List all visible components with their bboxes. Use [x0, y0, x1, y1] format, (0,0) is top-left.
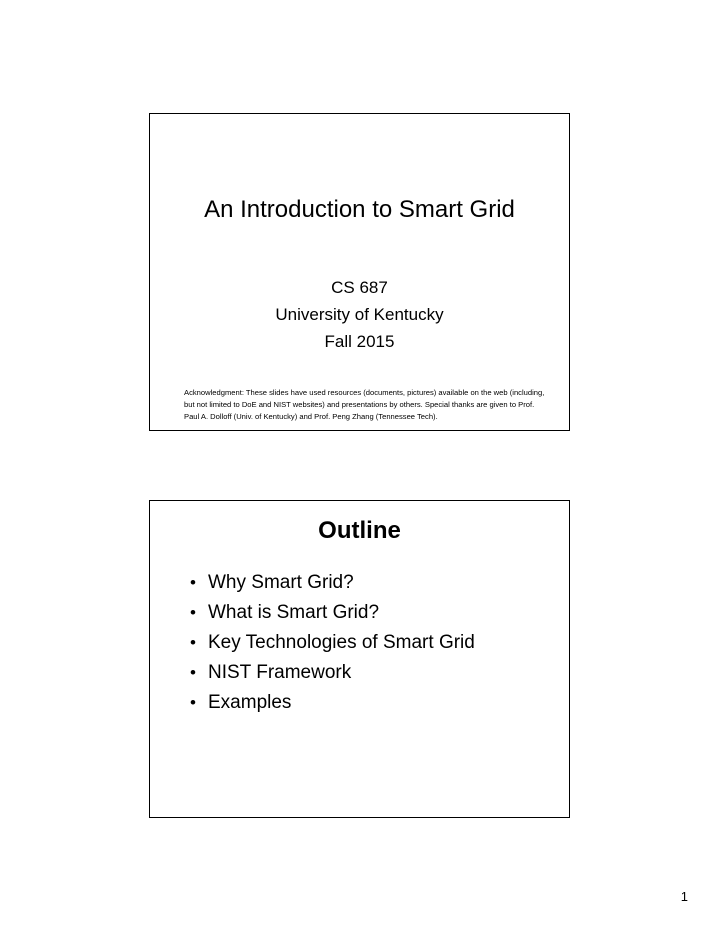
- list-item-text: NIST Framework: [208, 662, 352, 683]
- bullet-icon: •: [190, 693, 196, 712]
- course-code: CS 687: [331, 278, 388, 297]
- term: Fall 2015: [324, 332, 395, 351]
- list-item-text: Key Technologies of Smart Grid: [208, 632, 475, 653]
- slide-title-heading: An Introduction to Smart Grid: [204, 196, 515, 223]
- bullet-icon: •: [190, 603, 196, 622]
- acknowledgment-text: Acknowledgment: These slides have used resources (documents, pictures) available on the web (including, but not limited to DoE and NIST websites) and presentations by others. Special thanks are given to Prof. Paul A. Dolloff (Univ. of Kentucky) and Prof. Peng Zhang (Tennessee Tech).: [184, 388, 545, 421]
- slide-outline: [149, 500, 570, 818]
- list-item-text: Why Smart Grid?: [208, 572, 354, 593]
- outline-list: [188, 568, 475, 718]
- list-item: [188, 598, 475, 628]
- list-item: [188, 568, 475, 598]
- list-item-text: Examples: [208, 692, 292, 713]
- outline-heading: Outline: [318, 517, 401, 544]
- university-name: University of Kentucky: [275, 305, 444, 324]
- list-item-text: What is Smart Grid?: [208, 602, 380, 623]
- course-info: [150, 274, 569, 355]
- list-item: [188, 688, 475, 718]
- bullet-icon: •: [190, 633, 196, 652]
- bullet-icon: •: [190, 663, 196, 682]
- slide-title: [149, 113, 570, 431]
- page-number: 1: [680, 889, 688, 904]
- list-item: [188, 628, 475, 658]
- bullet-icon: •: [190, 573, 196, 592]
- list-item: [188, 658, 475, 688]
